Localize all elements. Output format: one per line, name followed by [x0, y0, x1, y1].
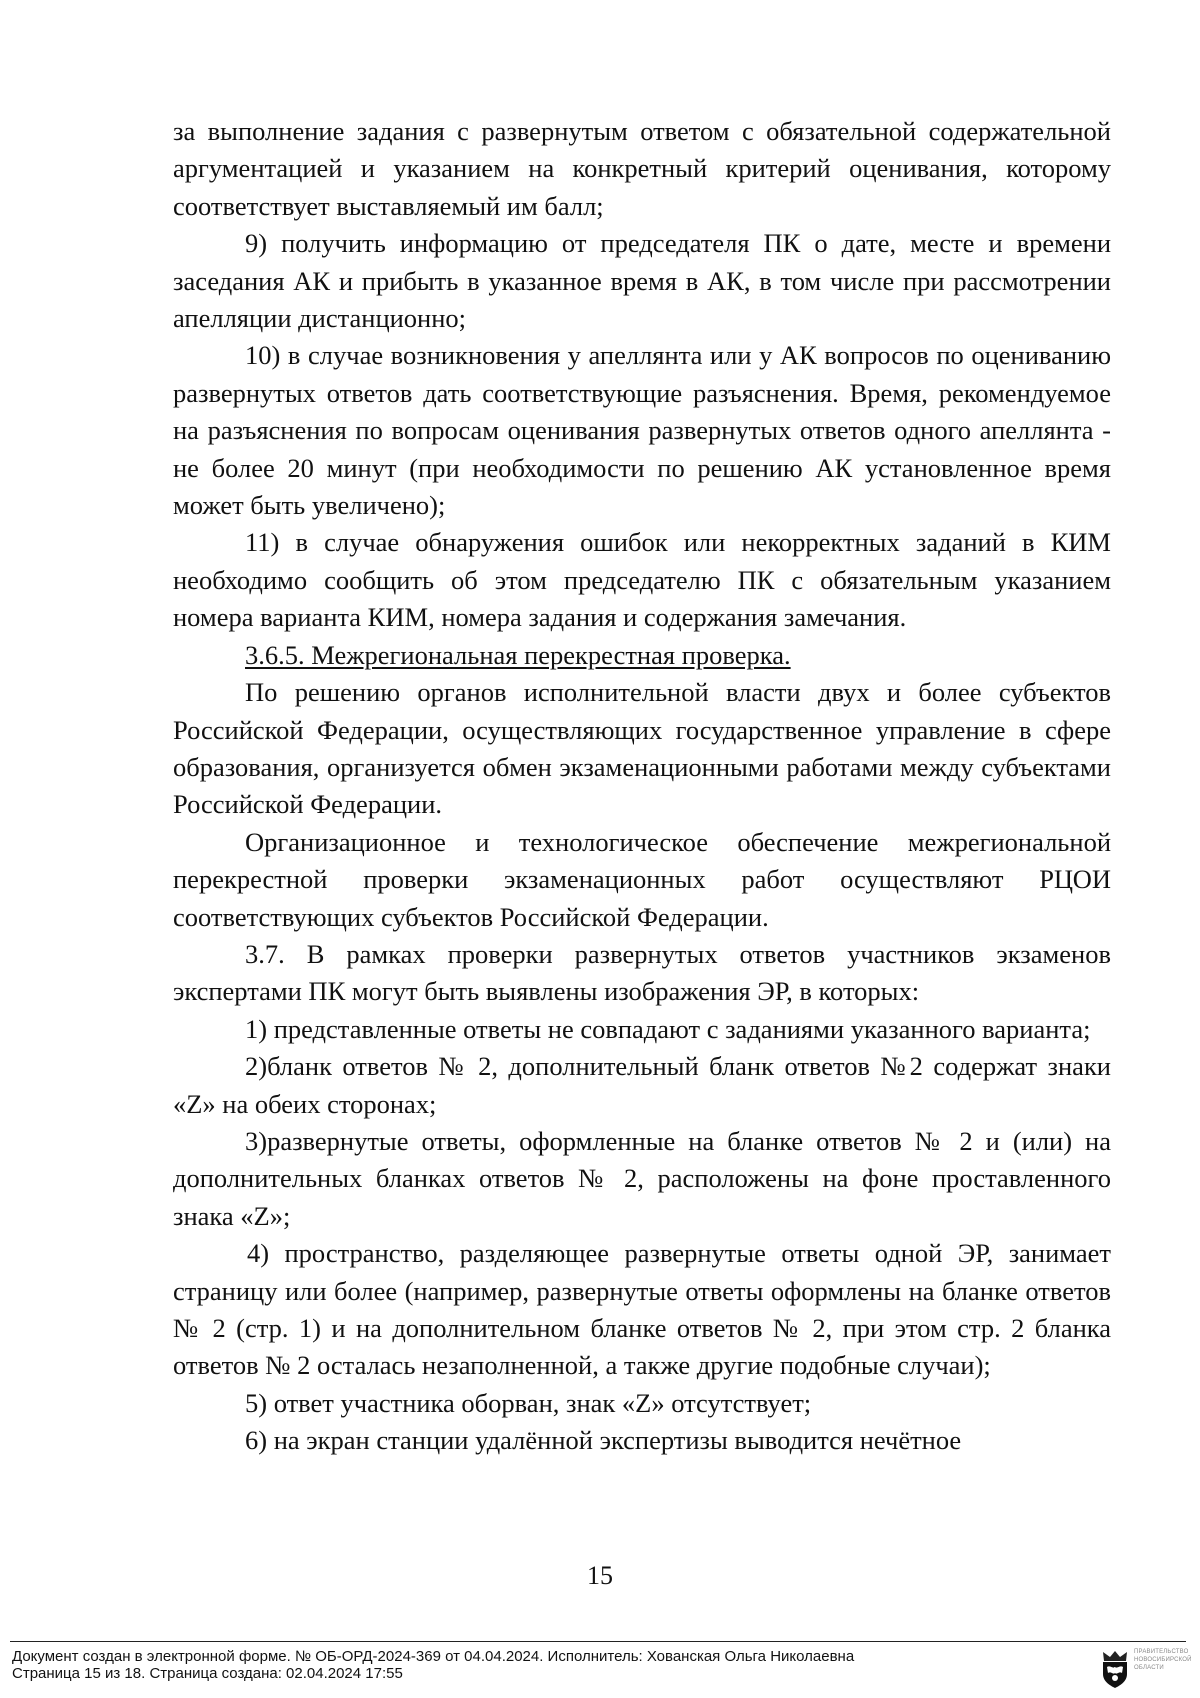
footer-divider: [10, 1641, 1186, 1642]
paragraph-case-3: 3)развернутые ответы, оформленные на бланке ответов № 2 и (или) на дополнительных бланках ответов № 2, расположены на фоне проставленного знака «Z»;: [173, 1125, 1111, 1231]
paragraph-case-1: 1) представленные ответы не совпадают с заданиями указанного варианта;: [245, 1013, 1091, 1044]
paragraph-item-11: 11) в случае обнаружения ошибок или некорректных заданий в КИМ необходимо сообщить об этом председателю ПК с обязательным указанием номера варианта КИМ, номера задания и содержания замечания.: [173, 527, 1111, 633]
paragraph-exchange-decision: По решению органов исполнительной власти двух и более субъектов Российской Федерации, осуществляющих государственное управление в сфере образования, организуется обмен экзаменационными работами между субъектами Российской Федерации.: [173, 677, 1111, 820]
paragraph-case-2: 2)бланк ответов № 2, дополнительный бланк ответов №2 содержат знаки «Z» на обеих сторонах;: [173, 1051, 1111, 1119]
section-heading-3-6-5: [173, 637, 1111, 674]
section-heading-text: 3.6.5. Межрегиональная перекрестная проверка.: [245, 639, 791, 670]
paragraph-3-7: 3.7. В рамках проверки развернутых ответов участников экзаменов экспертами ПК могут быть выявлены изображения ЭР, в которых:: [173, 938, 1111, 1007]
paragraph-rcoi-support: Организационное и технологическое обеспечение межрегиональной перекрестной проверки экзаменационных работ осуществляют РЦОИ соответствующих субъектов Российской Федерации.: [173, 826, 1111, 932]
footer-metadata: [12, 1648, 854, 1682]
footer-organization: [1134, 1648, 1196, 1672]
footer-page-line: Страница 15 из 18. Страница создана: 02.04.2024 17:55: [12, 1665, 403, 1682]
document-body: [173, 113, 1111, 1460]
paragraph-case-5: 5) ответ участника оборван, знак «Z» отсутствует;: [245, 1387, 812, 1418]
footer-org-line: ОБЛАСТИ: [1134, 1665, 1164, 1671]
paragraph-criteria-continuation: за выполнение задания с развернутым ответом с обязательной содержательной аргументацией и указанием на конкретный критерий оценивания, которому соответствует выставляемый им балл;: [173, 116, 1111, 221]
footer-org-line: НОВОСИБИРСКОЙ: [1134, 1657, 1192, 1663]
coat-of-arms-icon: [1098, 1647, 1132, 1689]
paragraph-case-4: 4) пространство, разделяющее развернутые ответы одной ЭР, занимает страницу или более (например, развернутые ответы оформлены на бланке ответов № 2 (стр. 1) и на дополнительном бланке ответов № 2, при этом стр. 2 бланка ответов № 2 осталась незаполненной, а также другие подобные случаи);: [173, 1238, 1111, 1381]
footer-document-line: Документ создан в электронной форме. № ОБ-ОРД-2024-369 от 04.04.2024. Исполнитель: Хованская Ольга Николаевна: [12, 1648, 855, 1665]
paragraph-case-6: 6) на экран станции удалённой экспертизы выводится нечётное: [245, 1425, 962, 1456]
paragraph-item-10: 10) в случае возникновения у апеллянта или у АК вопросов по оцениванию развернутых ответов дать соответствующие разъяснения. Время, рекомендуемое на разъяснения по вопросам оценивания развернутых ответов одного апеллянта - не более 20 минут (при необходимости по решению АК установленное время может быть увеличено);: [173, 340, 1111, 521]
footer-org-line: ПРАВИТЕЛЬСТВО: [1134, 1649, 1189, 1655]
page-number: 15: [587, 1561, 613, 1590]
paragraph-item-9: 9) получить информацию от председателя ПК о дате, месте и времени заседания АК и прибыть в указанное время в АК, в том числе при рассмотрении апелляции дистанционно;: [173, 228, 1111, 334]
